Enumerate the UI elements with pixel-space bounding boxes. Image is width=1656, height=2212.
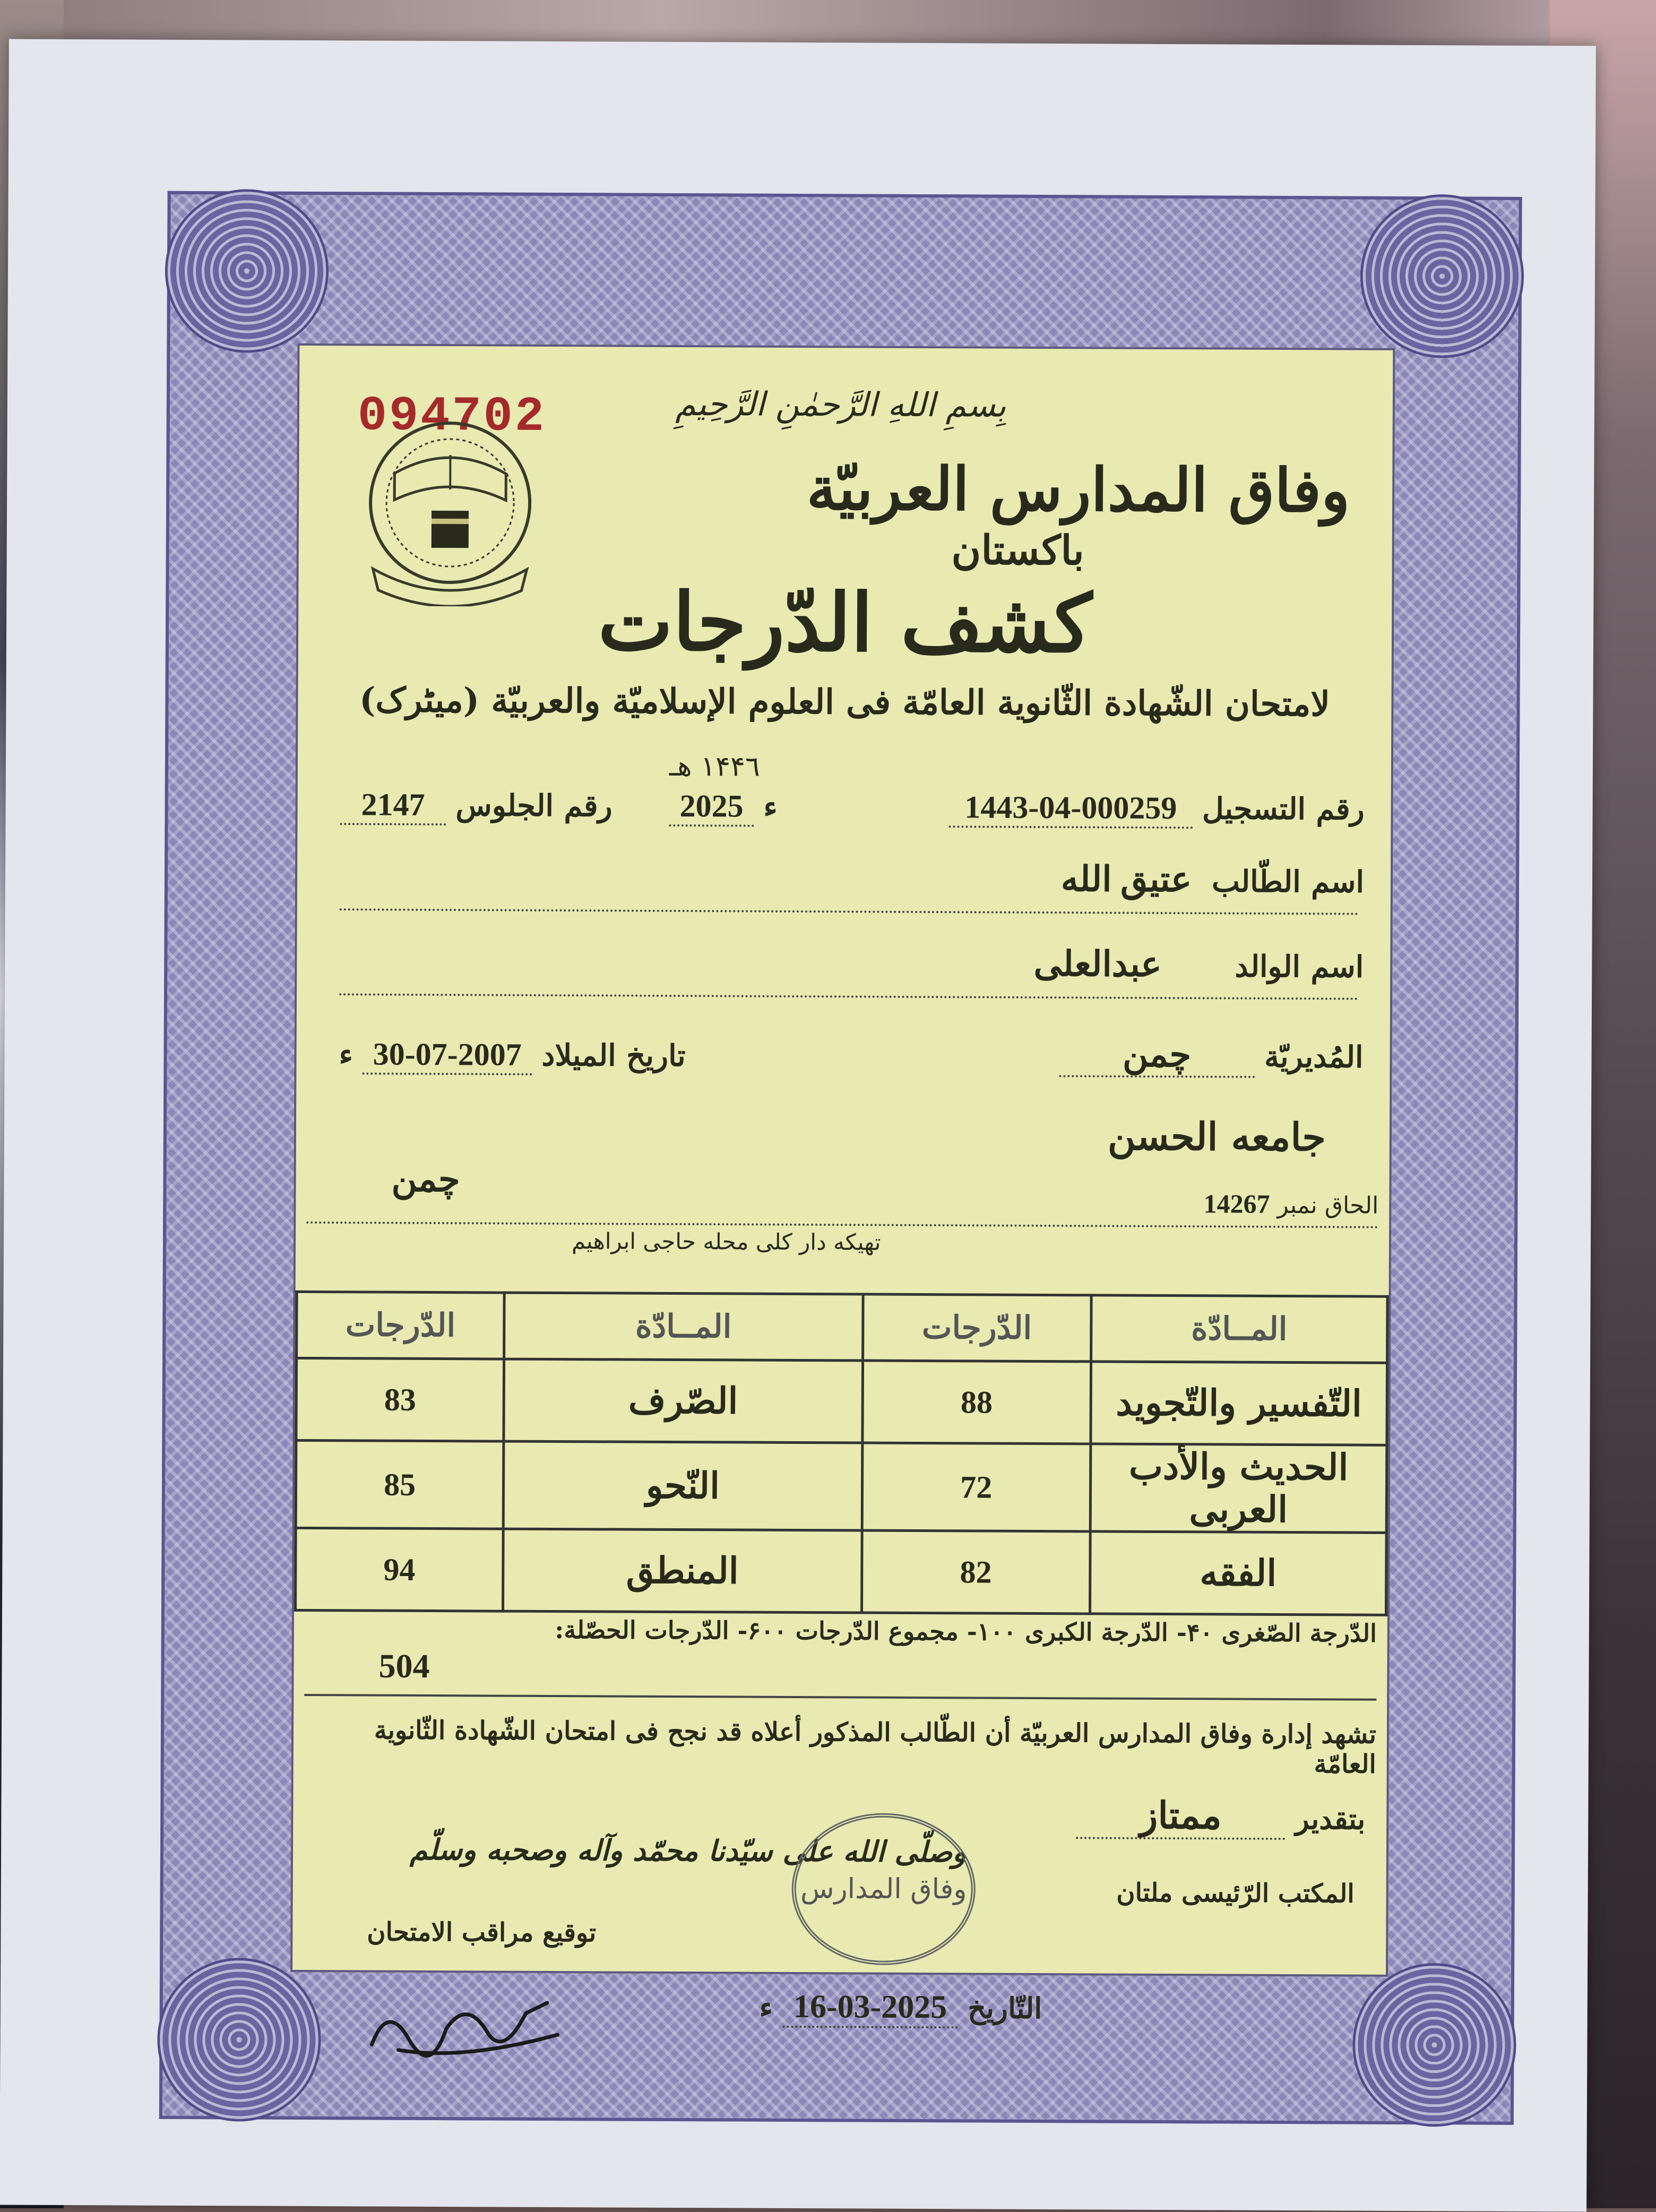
corner-ornament-icon [157, 1958, 321, 2122]
marks-cell: 72 [862, 1443, 1091, 1531]
divider [304, 1694, 1376, 1701]
document-title: کشف الدّرجات [298, 574, 1392, 672]
subject-cell: المنطق [503, 1529, 862, 1613]
father-name-value: عبدالعلی [970, 944, 1225, 984]
table-row [296, 1358, 1387, 1445]
dob-suffix: ء [339, 1037, 353, 1072]
marks-cell: 94 [296, 1528, 504, 1611]
marks-header: الدّرجات [297, 1292, 505, 1359]
subject-cell: التّفسیر والتّجوید [1091, 1362, 1387, 1445]
affiliation-number: 14267 [1203, 1189, 1270, 1219]
corner-ornament-icon [1360, 194, 1524, 358]
student-name-value: عتیق الله [1050, 860, 1203, 899]
marks-obtained: 504 [378, 1647, 429, 1686]
registration-value: 1443-04-000259 [948, 789, 1193, 829]
subject-header: المــادّة [1091, 1295, 1387, 1363]
registration-row [948, 789, 1365, 829]
registration-label: رقم التسجیل [1202, 791, 1365, 827]
date-of-birth-row [339, 1036, 685, 1076]
dob-label: تاریخ المیلاد [541, 1038, 685, 1073]
institution-address: تهیكه دار كلی محله حاجی ابراهیم [572, 1228, 881, 1255]
grade-value: ممتاز [1076, 1793, 1286, 1840]
father-name-row [970, 943, 1364, 986]
office-name: المكتب الرّئیسی ملتان [1116, 1878, 1355, 1909]
marks-cell: 82 [861, 1530, 1090, 1614]
issue-date-row [760, 1988, 1042, 2029]
gregorian-year-row [669, 788, 777, 827]
document-subtitle: لامتحان الشّهادة الثّانویة العامّة فی العلوم الإسلامیّة والعربیّة (میٹرک) [330, 680, 1359, 724]
hijri-year: ۱۴۴٦ هـ [669, 751, 760, 783]
subject-header: المــادّة [504, 1293, 863, 1361]
grade-row [1076, 1793, 1365, 1840]
marks-cell: 88 [862, 1361, 1091, 1444]
student-name-row [1050, 858, 1365, 901]
certificate-body [290, 343, 1395, 1977]
roll-number-value: 2147 [340, 786, 446, 825]
underline [340, 908, 1359, 915]
seal-text: وفاق المدارس [796, 1817, 971, 1961]
affiliation-label: الحاق نمبر [1277, 1192, 1378, 1219]
institution-city: چمن [391, 1158, 460, 1200]
underline [339, 993, 1358, 1000]
affiliation-row [1203, 1188, 1378, 1219]
subject-cell: الفقه [1090, 1531, 1386, 1615]
organization-name: وفاق المدارس العربيّة [807, 454, 1350, 526]
table-header-row [297, 1292, 1388, 1363]
district-value: چمن [1059, 1034, 1255, 1078]
father-name-label: اسم الوالد [1235, 949, 1364, 985]
student-name-label: اسم الطّالب [1212, 864, 1364, 899]
table-row [296, 1440, 1387, 1533]
bismillah: بِسمِ اللهِ الرَّحمٰنِ الرَّحِیمِ [639, 384, 1042, 425]
district-label: المُدیریّة [1264, 1039, 1364, 1075]
underline [306, 1221, 1378, 1228]
dob-value: 30-07-2007 [363, 1036, 532, 1075]
blessing: وصلّى الله على سیّدنا محمّد وآله وصحبه وسلّم [410, 1832, 966, 1869]
issue-date-value: 16-03-2025 [783, 1988, 958, 2028]
issue-date-suffix: ء [760, 1990, 773, 2024]
gregorian-year-suffix: ء [763, 789, 778, 824]
corner-ornament-icon [1352, 1963, 1516, 2127]
subject-cell: الحدیث والأدب العربی [1090, 1444, 1387, 1533]
institution-name: جامعه الحسن [1108, 1114, 1326, 1160]
serial-number: 094702 [358, 388, 547, 445]
organization-country: باكستان [951, 526, 1084, 574]
roll-number-row [340, 786, 612, 826]
corner-ornament-icon [165, 189, 329, 353]
subject-cell: النّحو [503, 1441, 862, 1530]
marks-cell: 85 [296, 1440, 504, 1529]
supervisor-signature-label: توقیع مراقب الامتحان [367, 1917, 596, 1948]
roll-number-label: رقم الجلوس [455, 788, 612, 823]
subject-cell: الصّرف [504, 1359, 862, 1443]
table-row [296, 1528, 1387, 1615]
guilloche-border [159, 191, 1522, 2125]
marks-table [294, 1290, 1389, 1616]
district-row [1059, 1034, 1364, 1079]
marks-header: الدّرجات [862, 1294, 1091, 1362]
certification-text: تشهد إدارة وفاق المدارس العربیّة أن الطّالب المذكور أعلاه قد نجح فی امتحان الشّهادة الثّانویة العامّة [304, 1715, 1376, 1779]
seal-stamp-icon [791, 1813, 976, 1966]
marks-cell: 83 [296, 1358, 504, 1441]
marks-summary-text: الدّرجة الصّغرى ۴۰- الدّرجة الكبرى ۱۰۰- مجموع الدّرجات ۶۰۰- الدّرجات الحصّلة: [555, 1615, 1377, 1648]
issue-date-label: التّاریخ [968, 1991, 1042, 2025]
signature-icon [366, 1981, 568, 2067]
certificate-paper [0, 39, 1596, 2211]
grade-label: بتقدیر [1295, 1802, 1365, 1836]
gregorian-year: 2025 [669, 788, 754, 827]
